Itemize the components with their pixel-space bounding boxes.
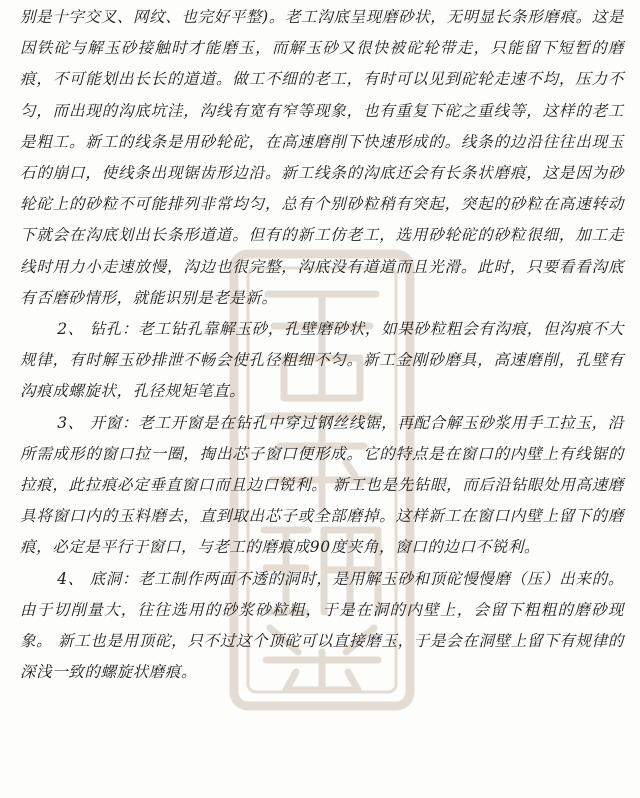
paragraph-1: 别是十字交叉、网纹、也完好平整)。老工沟底呈现磨砂状，无明显长条形磨痕。这是因铁砣与解玉砂接触时才能磨玉，而解玉砂又很快被砣轮带走，只能留下短暂的磨痕，不可能划出长长的道道。做工不细的老工，有时可以见到砣轮走速不均，压力不匀，而出现的沟底坑洼，沟线有宽有窄等现象，也有重复下砣之重线等，这样的老工是粗工。新工的线条是用砂轮砣，在高速磨削下快速形成的。线条的边沿往往出现玉石的崩口，使线条出现锯齿形边沿。新工线条的沟底还会有长条状磨痕，这是因为砂轮砣上的砂粒不可能排列非常均匀，总有个别砂粒稍有突起，突起的砂粒在高速转动下就会在沟底划出长条形道道。但有的新工仿老工，选用砂轮砣的砂粒很细，加工走线时用力小走速放慢，沟边也很完整，沟底没有道道而且光滑。此时，只要看看沟底有否磨砂情形，就能识别是老是新。 [20,8,624,307]
paragraph-4-bottom-hole: 4、 底洞：老工制作两面不透的洞时，是用解玉砂和顶砣慢慢磨（压）出来的。由于切削量大，往往选用的砂浆砂粒粗，于是在洞的内壁上，会留下粗粗的磨砂现象。 新工也是用顶砣，只不过这个顶砣可以直接磨玉，于是会在洞壁上留下有规律的深浅一致的螺旋状磨痕。 [20,569,624,682]
paragraph-2-drilling: 2、 钻孔：老工钻孔靠解玉砂，孔壁磨砂状，如果砂粒粗会有沟痕，但沟痕不大规律，有时解玉砂排泄不畅会使孔径粗细不匀。新工金刚砂磨具，高速磨削，孔壁有沟痕成螺旋状，孔径规矩笔直。 [20,320,624,401]
body-text [20,2,624,688]
paragraph-3-window: 3、 开窗：老工开窗是在钻孔中穿过钢丝线锯，再配合解玉砂浆用手工拉玉，沿所需成形的窗口拉一圈，掏出芯子窗口便形成。它的特点是在窗口的内壁上有线锯的拉痕，此拉痕必定垂直窗口而且边口锐利。 新工也是先钻眼，而后沿钻眼处用高速磨具将窗口内的玉料磨去，直到取出芯子或全部磨掉。这样新工在窗口内壁上留下的磨痕，必定是平行于窗口，与老工的磨痕成90度夹角，窗口的边口不锐利。 [20,413,624,557]
